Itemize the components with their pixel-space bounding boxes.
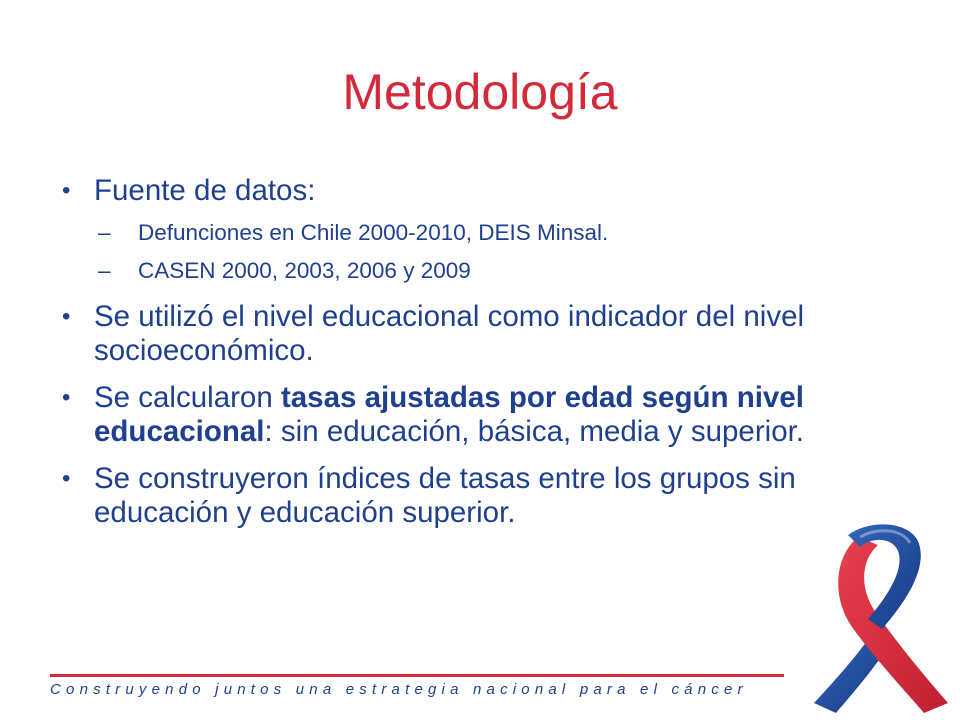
sub-item xyxy=(98,256,852,286)
sub-list xyxy=(62,218,852,286)
bullet-text: Se utilizó el nivel educacional como indicador del nivel socioeconómico. xyxy=(94,300,805,367)
sub-item-text: Defunciones en Chile 2000-2010, DEIS Minsal. xyxy=(138,220,609,245)
bullet-text-bold: tasas ajustadas por edad según nivel educacional xyxy=(94,381,804,448)
bullet-text: Se construyeron índices de tasas entre los grupos sin educación y educación superior. xyxy=(94,462,796,529)
bullet-item-rate-indices xyxy=(62,462,852,530)
sub-dash: – xyxy=(98,220,111,245)
bullet-list xyxy=(62,170,852,530)
bullet-item-data-sources xyxy=(62,174,852,208)
bullet-dot: • xyxy=(62,465,71,492)
bullet-item-adjusted-rates xyxy=(62,381,852,449)
footer-divider xyxy=(50,674,784,677)
awareness-ribbon-icon xyxy=(800,515,950,715)
bullet-item-education-level xyxy=(62,300,852,368)
bullet-dot: • xyxy=(62,303,71,330)
bullet-dot: • xyxy=(62,177,71,204)
bullet-text-after: : sin educación, básica, media y superior. xyxy=(264,415,804,448)
bullet-dot: • xyxy=(62,384,71,411)
sub-dash: – xyxy=(98,258,111,283)
slide-title: Metodología xyxy=(342,64,618,120)
sub-item-text: CASEN 2000, 2003, 2006 y 2009 xyxy=(138,258,471,283)
bullet-text: Fuente de datos: xyxy=(94,174,316,207)
sub-item xyxy=(98,218,852,248)
bullet-text-before: Se calcularon xyxy=(94,381,281,414)
footer-slogan: Construyendo juntos una estrategia nacional para el cáncer xyxy=(50,681,748,698)
